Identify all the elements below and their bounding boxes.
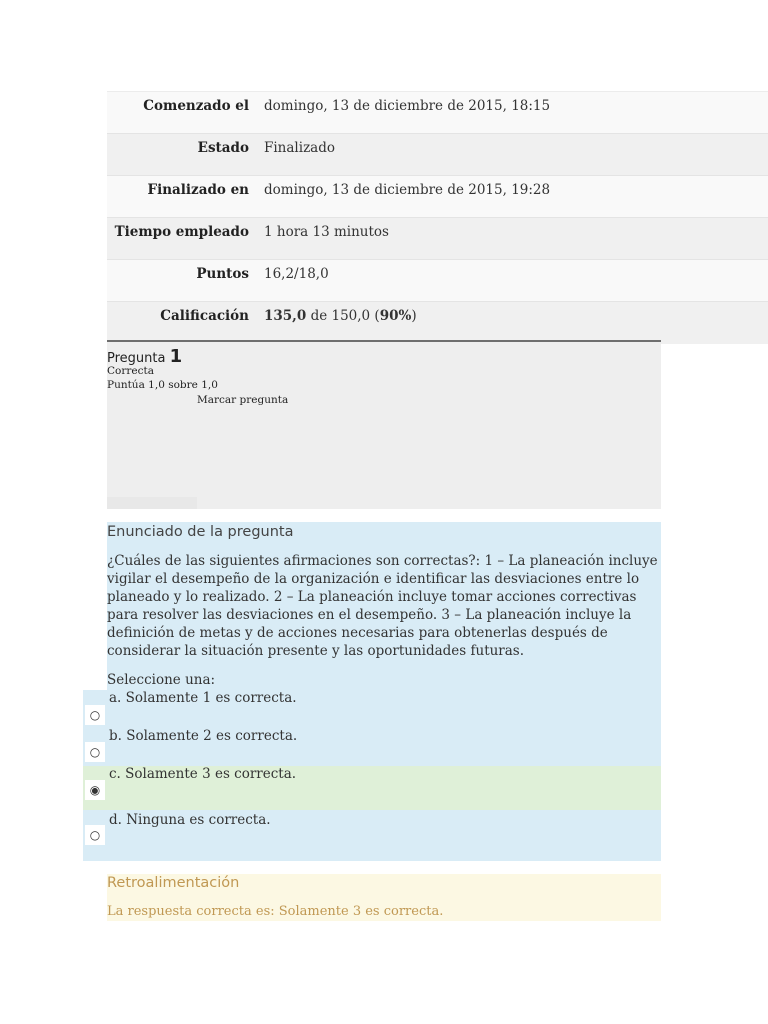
answer-option-b[interactable] (83, 728, 661, 765)
answer-label: b. Solamente 2 es correcta. (109, 728, 298, 744)
summary-label: Tiempo empleado (107, 218, 256, 260)
summary-row-time-taken (107, 218, 768, 260)
feedback-text: La respuesta correcta es: Solamente 3 es correcta. (107, 904, 444, 919)
question-heading: Enunciado de la pregunta (107, 524, 294, 540)
feedback-heading: Retroalimentación (107, 875, 240, 891)
summary-label: Estado (107, 134, 256, 176)
radio-unselected-icon[interactable]: ○ (85, 825, 105, 845)
grade-close: ) (411, 308, 417, 324)
answer-option-a[interactable] (83, 690, 661, 727)
info-strip (107, 497, 197, 509)
question-text: ¿Cuáles de las siguientes afirmaciones son correctas?: 1 – La planeación incluye vigilar el desempeño de la organización e identificar las desviaciones entre lo planeado y lo realizado. 2 – La planeación incluye tomar acciones correctivas para resolver las desviaciones en el desempeño. 3 – La planeación incluye la definición de metas y de acciones necesarias para obtenerlas después de considerar la situación presente y las oportunidades futuras. (107, 553, 658, 659)
answer-prompt: Seleccione una: (107, 672, 216, 688)
grade-percent: 90% (379, 308, 412, 324)
summary-label: Finalizado en (107, 176, 256, 218)
question-title-prefix: Pregunta (107, 351, 170, 366)
summary-row-grade (107, 302, 768, 344)
answer-label: a. Solamente 1 es correcta. (109, 690, 297, 706)
answer-option-c[interactable] (83, 766, 661, 810)
question-title (107, 346, 182, 367)
feedback-panel (107, 874, 661, 921)
summary-label: Calificación (107, 302, 256, 344)
summary-value: 16,2/18,0 (256, 260, 768, 302)
grade-of-text: de 150,0 ( (306, 308, 380, 324)
summary-row-finished (107, 176, 768, 218)
summary-value (256, 302, 768, 344)
summary-value: 1 hora 13 minutos (256, 218, 768, 260)
radio-unselected-icon[interactable]: ○ (85, 742, 105, 762)
summary-value: domingo, 13 de diciembre de 2015, 18:15 (256, 92, 768, 134)
flag-question-link[interactable]: Marcar pregunta (197, 394, 289, 406)
question-info-panel (107, 340, 661, 509)
summary-label: Comenzado el (107, 92, 256, 134)
summary-row-points (107, 260, 768, 302)
summary-row-state (107, 134, 768, 176)
summary-label: Puntos (107, 260, 256, 302)
attempt-summary-table (107, 91, 768, 344)
answer-label: d. Ninguna es correcta. (109, 812, 271, 828)
summary-value: Finalizado (256, 134, 768, 176)
question-grade: Puntúa 1,0 sobre 1,0 (107, 379, 218, 391)
radio-selected-icon[interactable]: ◉ (85, 780, 105, 800)
summary-value: domingo, 13 de diciembre de 2015, 19:28 (256, 176, 768, 218)
question-number: 1 (169, 346, 183, 367)
answer-label: c. Solamente 3 es correcta. (109, 766, 297, 782)
summary-row-started (107, 92, 768, 134)
radio-unselected-icon[interactable]: ○ (85, 705, 105, 725)
question-state: Correcta (107, 365, 154, 377)
answer-option-d[interactable] (83, 810, 661, 847)
grade-score: 135,0 (264, 308, 307, 324)
